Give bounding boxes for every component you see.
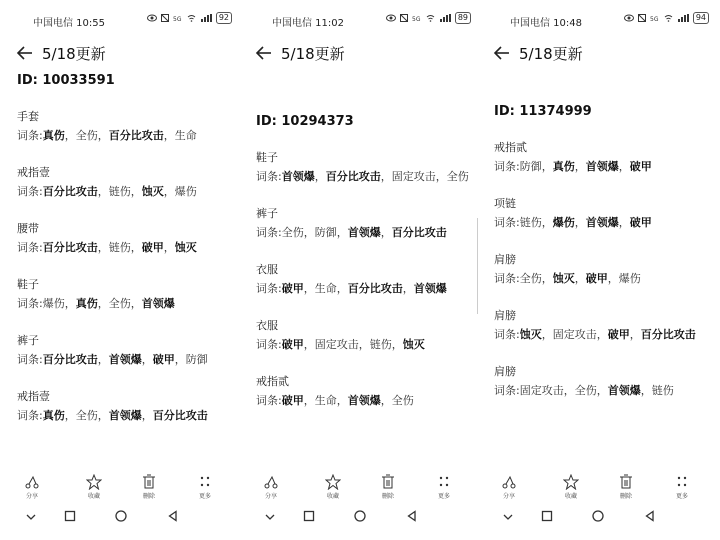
status-time: 中国电信 11:02 bbox=[272, 18, 344, 29]
back-button[interactable] bbox=[493, 44, 511, 62]
id-value: 10294373 bbox=[281, 114, 354, 129]
status-time: 中国电信 10:48 bbox=[510, 18, 582, 29]
page-title: 5/18更新 bbox=[519, 44, 583, 63]
attr-separator: ， bbox=[380, 226, 392, 239]
attr-normal: 生命 bbox=[174, 129, 197, 142]
equipment-item bbox=[256, 375, 476, 409]
toolbar-label: 分享 bbox=[25, 493, 38, 500]
scroll-divider bbox=[477, 218, 478, 314]
equipment-item bbox=[494, 253, 714, 287]
attr-normal: 防御 bbox=[314, 226, 337, 239]
trash-icon bbox=[141, 474, 157, 490]
attr-normal: 固定攻击 bbox=[391, 170, 436, 183]
attr-separator: ， bbox=[380, 394, 392, 407]
attr-separator: ， bbox=[574, 216, 586, 229]
more-button[interactable] bbox=[668, 474, 696, 500]
attr-separator: ， bbox=[174, 353, 186, 366]
item-attributes bbox=[256, 281, 476, 297]
attr-highlight: 真伤 bbox=[42, 129, 65, 142]
trash-icon bbox=[380, 474, 396, 490]
status-time: 中国电信 10:55 bbox=[33, 18, 105, 29]
battery-icon: 92 bbox=[216, 12, 232, 24]
delete-button[interactable] bbox=[612, 474, 640, 500]
item-attributes bbox=[17, 128, 237, 144]
attr-prefix: 词条: bbox=[494, 216, 520, 229]
attr-normal: 防御 bbox=[519, 160, 542, 173]
item-attributes bbox=[17, 296, 237, 312]
equipment-item bbox=[494, 309, 714, 343]
attr-separator: ， bbox=[618, 216, 630, 229]
equipment-item bbox=[494, 365, 714, 399]
attr-highlight: 百分比攻击 bbox=[152, 409, 208, 422]
square-icon bbox=[303, 510, 315, 522]
share-button[interactable] bbox=[257, 474, 285, 500]
attr-highlight: 真伤 bbox=[75, 297, 98, 310]
attr-separator: ， bbox=[64, 129, 76, 142]
mute-icon bbox=[400, 14, 408, 22]
attr-separator: ， bbox=[141, 409, 153, 422]
attr-separator: ， bbox=[97, 185, 109, 198]
system-nav-bar bbox=[261, 510, 461, 530]
attr-separator: ， bbox=[391, 338, 403, 351]
share-button[interactable] bbox=[18, 474, 46, 500]
mute-icon bbox=[161, 14, 169, 22]
attr-separator: ， bbox=[541, 160, 553, 173]
page-title: 5/18更新 bbox=[42, 44, 106, 63]
attr-highlight: 百分比攻击 bbox=[347, 282, 403, 295]
more-button[interactable] bbox=[191, 474, 219, 500]
wifi-icon bbox=[426, 14, 435, 22]
item-name: 裤子 bbox=[256, 207, 278, 220]
attr-highlight: 蚀灭 bbox=[141, 185, 164, 198]
attr-separator: ， bbox=[629, 328, 641, 341]
item-attributes bbox=[494, 215, 714, 231]
share-icon bbox=[24, 474, 40, 490]
attr-normal: 全伤 bbox=[519, 272, 542, 285]
record-id bbox=[17, 73, 115, 88]
toolbar-label: 删除 bbox=[381, 493, 394, 500]
network-icon bbox=[650, 14, 660, 22]
attr-prefix: 词条: bbox=[256, 282, 282, 295]
page-header bbox=[493, 42, 583, 64]
signal-icon bbox=[439, 14, 451, 22]
item-attributes bbox=[17, 184, 237, 200]
attr-highlight: 破甲 bbox=[585, 272, 608, 285]
network-icon bbox=[173, 14, 183, 22]
attr-highlight: 破甲 bbox=[629, 160, 652, 173]
share-button[interactable] bbox=[495, 474, 523, 500]
attr-prefix: 词条: bbox=[256, 394, 282, 407]
item-attributes bbox=[17, 240, 237, 256]
page-header bbox=[16, 42, 106, 64]
item-attributes bbox=[17, 408, 237, 424]
attr-separator: ， bbox=[130, 185, 142, 198]
attr-separator: ， bbox=[541, 216, 553, 229]
attr-prefix: 词条: bbox=[494, 160, 520, 173]
attr-normal: 防御 bbox=[185, 353, 208, 366]
attr-normal: 链伤 bbox=[108, 241, 131, 254]
share-icon bbox=[501, 474, 517, 490]
attr-highlight: 首领爆 bbox=[141, 297, 175, 310]
bottom-toolbar bbox=[257, 474, 467, 502]
attr-separator: ， bbox=[541, 328, 553, 341]
attr-separator: ， bbox=[618, 160, 630, 173]
attr-separator: ， bbox=[303, 282, 315, 295]
more-icon bbox=[674, 474, 690, 490]
attr-separator: ， bbox=[97, 353, 109, 366]
attr-highlight: 首领爆 bbox=[281, 170, 315, 183]
item-attributes bbox=[494, 327, 714, 343]
equipment-item bbox=[256, 207, 476, 241]
back-button[interactable] bbox=[16, 44, 34, 62]
status-icons bbox=[147, 12, 232, 24]
attr-separator: ， bbox=[336, 226, 348, 239]
attr-normal: 全伤 bbox=[574, 384, 597, 397]
id-label: ID: bbox=[17, 73, 38, 88]
attr-normal: 全伤 bbox=[446, 170, 469, 183]
attr-highlight: 首领爆 bbox=[347, 394, 381, 407]
attr-prefix: 词条: bbox=[17, 241, 43, 254]
more-icon bbox=[197, 474, 213, 490]
attr-separator: ， bbox=[141, 353, 153, 366]
attr-normal: 全伤 bbox=[108, 297, 131, 310]
system-nav-bar bbox=[22, 510, 222, 530]
attr-highlight: 破甲 bbox=[281, 338, 304, 351]
item-name: 鞋子 bbox=[17, 278, 39, 291]
attr-separator: ， bbox=[574, 272, 586, 285]
attr-separator: ， bbox=[435, 170, 447, 183]
system-nav-bar bbox=[499, 510, 699, 530]
attr-prefix: 词条: bbox=[256, 170, 282, 183]
item-name: 戒指壹 bbox=[17, 390, 50, 403]
attr-normal: 固定攻击 bbox=[519, 384, 564, 397]
attr-highlight: 真伤 bbox=[42, 409, 65, 422]
status-bar bbox=[510, 12, 709, 28]
delete-button[interactable] bbox=[135, 474, 163, 500]
attr-separator: ， bbox=[303, 338, 315, 351]
toolbar-label: 收藏 bbox=[326, 493, 339, 500]
attr-separator: ， bbox=[563, 384, 575, 397]
id-label: ID: bbox=[494, 104, 515, 119]
attr-normal: 生命 bbox=[314, 394, 337, 407]
square-icon bbox=[64, 510, 76, 522]
item-name: 腰带 bbox=[17, 222, 39, 235]
triangle-back-icon bbox=[406, 510, 418, 522]
attr-prefix: 词条: bbox=[17, 297, 43, 310]
attr-prefix: 词条: bbox=[17, 185, 43, 198]
item-name: 衣服 bbox=[256, 263, 278, 276]
attr-separator: ， bbox=[97, 297, 109, 310]
id-value: 10033591 bbox=[42, 73, 115, 88]
chevron-down-icon bbox=[502, 510, 514, 522]
attr-highlight: 蚀灭 bbox=[552, 272, 575, 285]
attr-highlight: 破甲 bbox=[607, 328, 630, 341]
attr-normal: 链伤 bbox=[651, 384, 674, 397]
toolbar-label: 收藏 bbox=[564, 493, 577, 500]
equipment-item bbox=[17, 278, 237, 312]
attr-prefix: 词条: bbox=[494, 384, 520, 397]
equipment-item bbox=[17, 166, 237, 200]
attr-normal: 生命 bbox=[314, 282, 337, 295]
attr-highlight: 首领爆 bbox=[347, 226, 381, 239]
attr-highlight: 百分比攻击 bbox=[391, 226, 447, 239]
attr-highlight: 破甲 bbox=[141, 241, 164, 254]
attr-separator: ， bbox=[130, 297, 142, 310]
attr-highlight: 首领爆 bbox=[585, 216, 619, 229]
record-id bbox=[256, 114, 354, 129]
status-icons bbox=[624, 12, 709, 24]
attr-highlight: 百分比攻击 bbox=[325, 170, 381, 183]
attr-highlight: 首领爆 bbox=[585, 160, 619, 173]
toolbar-label: 分享 bbox=[502, 493, 515, 500]
attr-highlight: 百分比攻击 bbox=[42, 353, 98, 366]
battery-icon: 94 bbox=[693, 12, 709, 24]
attr-prefix: 词条: bbox=[494, 328, 520, 341]
favorite-button[interactable] bbox=[319, 474, 347, 500]
phone-screen-2 bbox=[239, 0, 479, 540]
eye-icon bbox=[386, 14, 396, 22]
attr-highlight: 首领爆 bbox=[108, 409, 142, 422]
equipment-item bbox=[494, 141, 714, 175]
attr-prefix: 词条: bbox=[17, 409, 43, 422]
toolbar-label: 更多 bbox=[198, 493, 211, 500]
circle-icon bbox=[354, 510, 366, 522]
equipment-item bbox=[17, 390, 237, 424]
attr-highlight: 爆伤 bbox=[552, 216, 575, 229]
item-name: 戒指壹 bbox=[17, 166, 50, 179]
attr-separator: ， bbox=[314, 170, 326, 183]
page-header bbox=[255, 42, 345, 64]
svg-text:5G: 5G bbox=[411, 16, 421, 22]
record-id bbox=[494, 104, 592, 119]
chevron-down-icon bbox=[25, 510, 37, 522]
item-attributes bbox=[256, 225, 476, 241]
item-attributes bbox=[256, 393, 476, 409]
item-attributes bbox=[494, 383, 714, 399]
attr-separator: ， bbox=[596, 384, 608, 397]
attr-highlight: 首领爆 bbox=[413, 282, 447, 295]
attr-normal: 链伤 bbox=[369, 338, 392, 351]
attr-normal: 爆伤 bbox=[42, 297, 65, 310]
favorite-button[interactable] bbox=[557, 474, 585, 500]
back-arrow-icon bbox=[16, 44, 34, 62]
signal-icon bbox=[200, 14, 212, 22]
circle-icon bbox=[592, 510, 604, 522]
attr-separator: ， bbox=[163, 241, 175, 254]
attr-highlight: 破甲 bbox=[281, 282, 304, 295]
svg-text:5G: 5G bbox=[649, 16, 659, 22]
item-name: 戒指贰 bbox=[256, 375, 289, 388]
attr-normal: 全伤 bbox=[281, 226, 304, 239]
back-button[interactable] bbox=[255, 44, 273, 62]
attr-prefix: 词条: bbox=[256, 226, 282, 239]
star-icon bbox=[563, 474, 579, 490]
page-title: 5/18更新 bbox=[281, 44, 345, 63]
attr-prefix: 词条: bbox=[256, 338, 282, 351]
wifi-icon bbox=[187, 14, 196, 22]
equipment-item bbox=[256, 319, 476, 353]
phone-screen-3 bbox=[477, 0, 717, 540]
toolbar-label: 删除 bbox=[619, 493, 632, 500]
status-icons bbox=[386, 12, 471, 24]
attr-normal: 链伤 bbox=[108, 185, 131, 198]
attr-normal: 爆伤 bbox=[618, 272, 641, 285]
share-icon bbox=[263, 474, 279, 490]
bottom-toolbar bbox=[495, 474, 705, 502]
delete-button[interactable] bbox=[374, 474, 402, 500]
attr-highlight: 蚀灭 bbox=[174, 241, 197, 254]
toolbar-label: 收藏 bbox=[87, 493, 100, 500]
item-name: 鞋子 bbox=[256, 151, 278, 164]
attr-highlight: 破甲 bbox=[629, 216, 652, 229]
square-icon bbox=[541, 510, 553, 522]
trash-icon bbox=[618, 474, 634, 490]
attr-separator: ， bbox=[640, 384, 652, 397]
attr-highlight: 百分比攻击 bbox=[108, 129, 164, 142]
star-icon bbox=[86, 474, 102, 490]
mute-icon bbox=[638, 14, 646, 22]
attr-highlight: 百分比攻击 bbox=[42, 241, 98, 254]
chevron-down-icon bbox=[264, 510, 276, 522]
attr-separator: ， bbox=[97, 129, 109, 142]
attr-separator: ， bbox=[130, 241, 142, 254]
equipment-item bbox=[17, 334, 237, 368]
attr-normal: 全伤 bbox=[391, 394, 414, 407]
equipment-item bbox=[494, 197, 714, 231]
attr-separator: ， bbox=[97, 241, 109, 254]
attr-highlight: 首领爆 bbox=[607, 384, 641, 397]
back-arrow-icon bbox=[493, 44, 511, 62]
toolbar-label: 更多 bbox=[437, 493, 450, 500]
attr-normal: 全伤 bbox=[75, 409, 98, 422]
attr-highlight: 破甲 bbox=[152, 353, 175, 366]
favorite-button[interactable] bbox=[80, 474, 108, 500]
item-name: 肩膀 bbox=[494, 309, 516, 322]
network-icon bbox=[412, 14, 422, 22]
phone-screen-1 bbox=[0, 0, 240, 540]
toolbar-label: 更多 bbox=[675, 493, 688, 500]
triangle-back-icon bbox=[167, 510, 179, 522]
attr-highlight: 首领爆 bbox=[108, 353, 142, 366]
attr-prefix: 词条: bbox=[17, 353, 43, 366]
attr-separator: ， bbox=[163, 129, 175, 142]
equipment-item bbox=[17, 222, 237, 256]
attr-highlight: 百分比攻击 bbox=[42, 185, 98, 198]
attr-separator: ， bbox=[596, 328, 608, 341]
item-name: 项链 bbox=[494, 197, 516, 210]
attr-normal: 固定攻击 bbox=[552, 328, 597, 341]
item-name: 肩膀 bbox=[494, 365, 516, 378]
bottom-toolbar bbox=[18, 474, 228, 502]
svg-text:5G: 5G bbox=[172, 16, 182, 22]
triangle-back-icon bbox=[644, 510, 656, 522]
attr-normal: 固定攻击 bbox=[314, 338, 359, 351]
id-value: 11374999 bbox=[519, 104, 592, 119]
toolbar-label: 分享 bbox=[264, 493, 277, 500]
circle-icon bbox=[115, 510, 127, 522]
item-attributes bbox=[17, 352, 237, 368]
wifi-icon bbox=[664, 14, 673, 22]
item-name: 手套 bbox=[17, 110, 39, 123]
item-name: 肩膀 bbox=[494, 253, 516, 266]
item-attributes bbox=[494, 159, 714, 175]
equipment-item bbox=[256, 263, 476, 297]
attr-highlight: 破甲 bbox=[281, 394, 304, 407]
attr-highlight: 真伤 bbox=[552, 160, 575, 173]
item-attributes bbox=[256, 169, 476, 185]
attr-prefix: 词条: bbox=[494, 272, 520, 285]
item-name: 戒指贰 bbox=[494, 141, 527, 154]
attr-highlight: 蚀灭 bbox=[402, 338, 425, 351]
equipment-item bbox=[17, 110, 237, 144]
attr-separator: ， bbox=[303, 226, 315, 239]
attr-separator: ， bbox=[303, 394, 315, 407]
attr-separator: ， bbox=[64, 297, 76, 310]
attr-normal: 爆伤 bbox=[174, 185, 197, 198]
attr-separator: ， bbox=[97, 409, 109, 422]
attr-highlight: 蚀灭 bbox=[519, 328, 542, 341]
battery-icon: 89 bbox=[455, 12, 471, 24]
attr-separator: ， bbox=[163, 185, 175, 198]
attr-separator: ， bbox=[358, 338, 370, 351]
eye-icon bbox=[147, 14, 157, 22]
equipment-item bbox=[256, 151, 476, 185]
more-button[interactable] bbox=[430, 474, 458, 500]
eye-icon bbox=[624, 14, 634, 22]
item-attributes bbox=[494, 271, 714, 287]
attr-separator: ， bbox=[64, 409, 76, 422]
more-icon bbox=[436, 474, 452, 490]
item-name: 裤子 bbox=[17, 334, 39, 347]
attr-separator: ， bbox=[402, 282, 414, 295]
attr-separator: ， bbox=[607, 272, 619, 285]
star-icon bbox=[325, 474, 341, 490]
status-bar bbox=[33, 12, 232, 28]
attr-separator: ， bbox=[336, 282, 348, 295]
item-attributes bbox=[256, 337, 476, 353]
attr-separator: ， bbox=[380, 170, 392, 183]
signal-icon bbox=[677, 14, 689, 22]
attr-prefix: 词条: bbox=[17, 129, 43, 142]
attr-separator: ， bbox=[336, 394, 348, 407]
status-bar bbox=[272, 12, 471, 28]
toolbar-label: 删除 bbox=[142, 493, 155, 500]
item-name: 衣服 bbox=[256, 319, 278, 332]
attr-highlight: 百分比攻击 bbox=[640, 328, 696, 341]
id-label: ID: bbox=[256, 114, 277, 129]
attr-separator: ， bbox=[541, 272, 553, 285]
attr-normal: 全伤 bbox=[75, 129, 98, 142]
attr-separator: ， bbox=[574, 160, 586, 173]
attr-normal: 链伤 bbox=[519, 216, 542, 229]
back-arrow-icon bbox=[255, 44, 273, 62]
